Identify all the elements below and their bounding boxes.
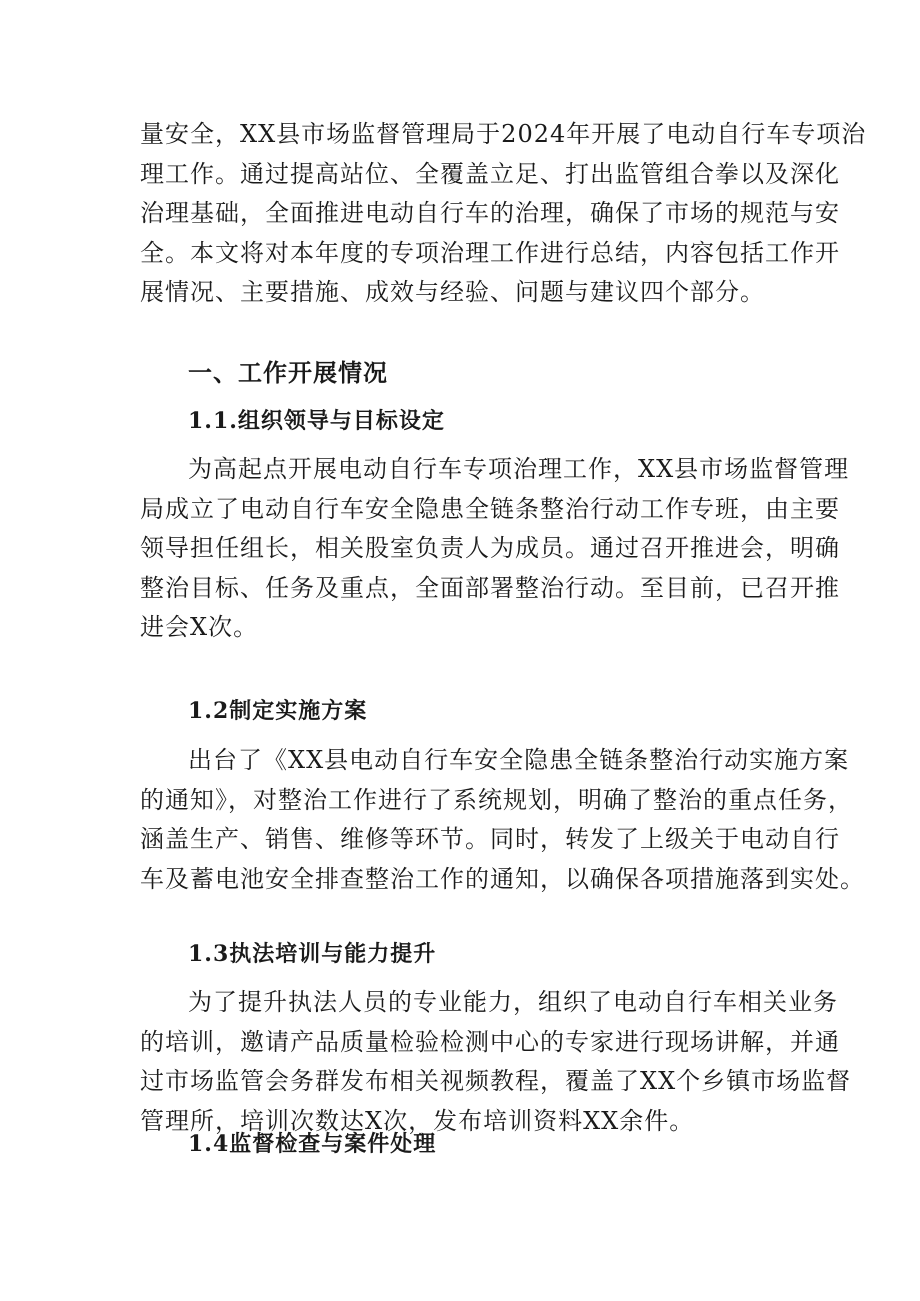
text-line: 整治目标、任务及重点，全面部署整治行动。至目前，已召开推 xyxy=(140,573,840,602)
text-line: 治理基础，全面推进电动自行车的治理，确保了市场的规范与安 xyxy=(140,199,840,227)
text-line: 的通知》，对整治工作进行了系统规划，明确了整治的重点任务， xyxy=(140,785,853,814)
text-line: 为了提升执法人员的专业能力，组织了电动自行车相关业务 xyxy=(188,988,838,1016)
text-line: 全。本文将对本年度的专项治理工作进行总结，内容包括工作开 xyxy=(140,238,840,267)
text-line: 展情况、主要措施、成效与经验、问题与建议四个部分。 xyxy=(140,278,765,306)
paragraph-1-1 xyxy=(140,450,850,648)
text-line: 出台了《XX县电动自行车安全隐患全链条整治行动实施方案 xyxy=(188,746,850,774)
text-line: 过市场监管会务群发布相关视频教程，覆盖了XX个乡镇市场监督 xyxy=(140,1067,852,1095)
text-line: 领导担任组长，相关股室负责人为成员。通过召开推进会，明确 xyxy=(140,534,840,562)
intro-paragraph xyxy=(140,115,867,313)
subsection-heading-1-3: 1.3执法培训与能力提升 xyxy=(188,941,437,967)
text-line: 涵盖生产、销售、维修等环节。同时，转发了上级关于电动自行 xyxy=(140,825,840,853)
text-line: 理工作。通过提高站位、全覆盖立足、打出监管组合拳以及深化 xyxy=(140,159,840,188)
subsection-heading-1-1: 1.1.组织领导与目标设定 xyxy=(188,408,445,434)
text-line: 管理所，培训次数达X次，发布培训资料XX余件。 xyxy=(140,1106,695,1135)
text-line: 为高起点开展电动自行车专项治理工作，XX县市场监督管理 xyxy=(188,455,850,483)
text-line: 进会X次。 xyxy=(140,613,259,641)
text-line: 局成立了电动自行车安全隐患全链条整治行动工作专班，由主要 xyxy=(140,494,840,523)
subsection-heading-1-2: 1.2制定实施方案 xyxy=(188,698,368,724)
section-heading: 一、工作开展情况 xyxy=(188,359,388,387)
text-line: 的培训，邀请产品质量检验检测中心的专家进行现场讲解，并通 xyxy=(140,1027,840,1056)
paragraph-1-3 xyxy=(140,983,852,1141)
paragraph-1-2 xyxy=(140,741,865,899)
text-line: 量安全，XX县市场监督管理局于2024年开展了电动自行车专项治 xyxy=(140,120,867,148)
subsection-heading-1-4: 1.4监督检查与案件处理 xyxy=(188,1131,437,1157)
text-line: 车及蓄电池安全排查整治工作的通知，以确保各项措施落到实处。 xyxy=(140,864,865,893)
